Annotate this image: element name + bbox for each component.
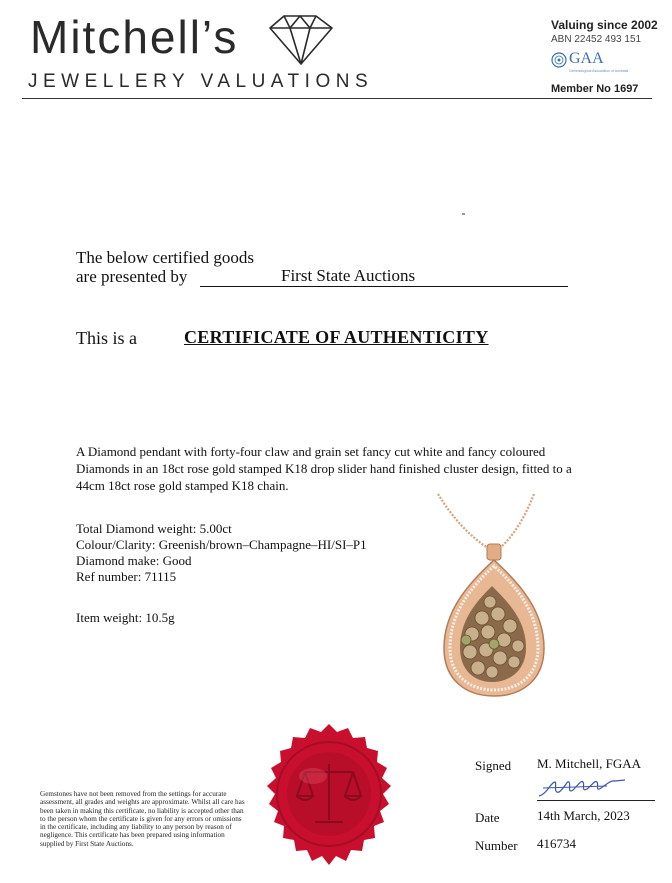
disclaimer-text: Gemstones have not been removed from the settings for accurate assessment, all grades and weights are approximate. Whilst all care has been taken in making this certificate, no liability is accepted other than to the person whom the certificate is given for any errors or omissions in the certificate, including any liability to any person by reason of negligence. This certificate has been prepared using information supplied by First State Auctions. — [40, 790, 245, 848]
abn-number: ABN 22452 493 151 — [551, 34, 642, 45]
brand-name: Mitchell’s — [30, 11, 239, 63]
ref-number: Ref number: 71115 — [76, 569, 177, 584]
brand-subtitle: JEWELLERY VALUATIONS — [28, 71, 374, 92]
handwritten-signature — [537, 776, 627, 800]
header-divider — [22, 98, 652, 99]
intro-line-1: The below certified goods — [76, 248, 254, 267]
intro-line-2: are presented by — [76, 267, 188, 286]
total-diamond-weight: Total Diamond weight: 5.00ct — [76, 521, 232, 536]
certificate-title: CERTIFICATE OF AUTHENTICITY — [184, 327, 489, 347]
gaa-logo — [551, 52, 651, 82]
gaa-seal-icon — [551, 52, 567, 68]
presenter-name: First State Auctions — [281, 266, 416, 285]
pendant-photo — [430, 490, 560, 710]
item-description: A Diamond pendant with forty-four claw and grain set fancy cut white and fancy coloured Diamonds in an 18ct rose gold stamped K18 drop slider hand finished cluster design, fitted to a 44cm 18ct rose gold stamped K18 chain. — [76, 444, 572, 493]
gaa-abbrev: GAA — [569, 50, 604, 67]
certificate-number: 416734 — [537, 836, 576, 851]
diamond-outline-icon — [264, 10, 338, 68]
member-number: Member No 1697 — [551, 83, 639, 95]
signed-label: Signed — [475, 758, 512, 773]
signature-line — [537, 800, 655, 801]
valuing-since: Valuing since 2002 — [551, 18, 658, 32]
date-label: Date — [475, 810, 500, 825]
certificate-prefix: This is a — [76, 328, 137, 348]
signed-value: M. Mitchell, FGAA — [537, 756, 641, 771]
item-weight: Item weight: 10.5g — [76, 610, 175, 625]
diamond-make: Diamond make: Good — [76, 553, 192, 568]
red-wax-seal-scales-icon — [243, 706, 415, 878]
colour-clarity: Colour/Clarity: Greenish/brown–Champagne–HI/SI–P1 — [76, 537, 367, 552]
gaa-fine-print: Gemmological Association of Australia — [569, 69, 629, 73]
number-label: Number — [475, 838, 518, 853]
stray-mark — [462, 213, 465, 215]
date-value: 14th March, 2023 — [537, 808, 630, 823]
